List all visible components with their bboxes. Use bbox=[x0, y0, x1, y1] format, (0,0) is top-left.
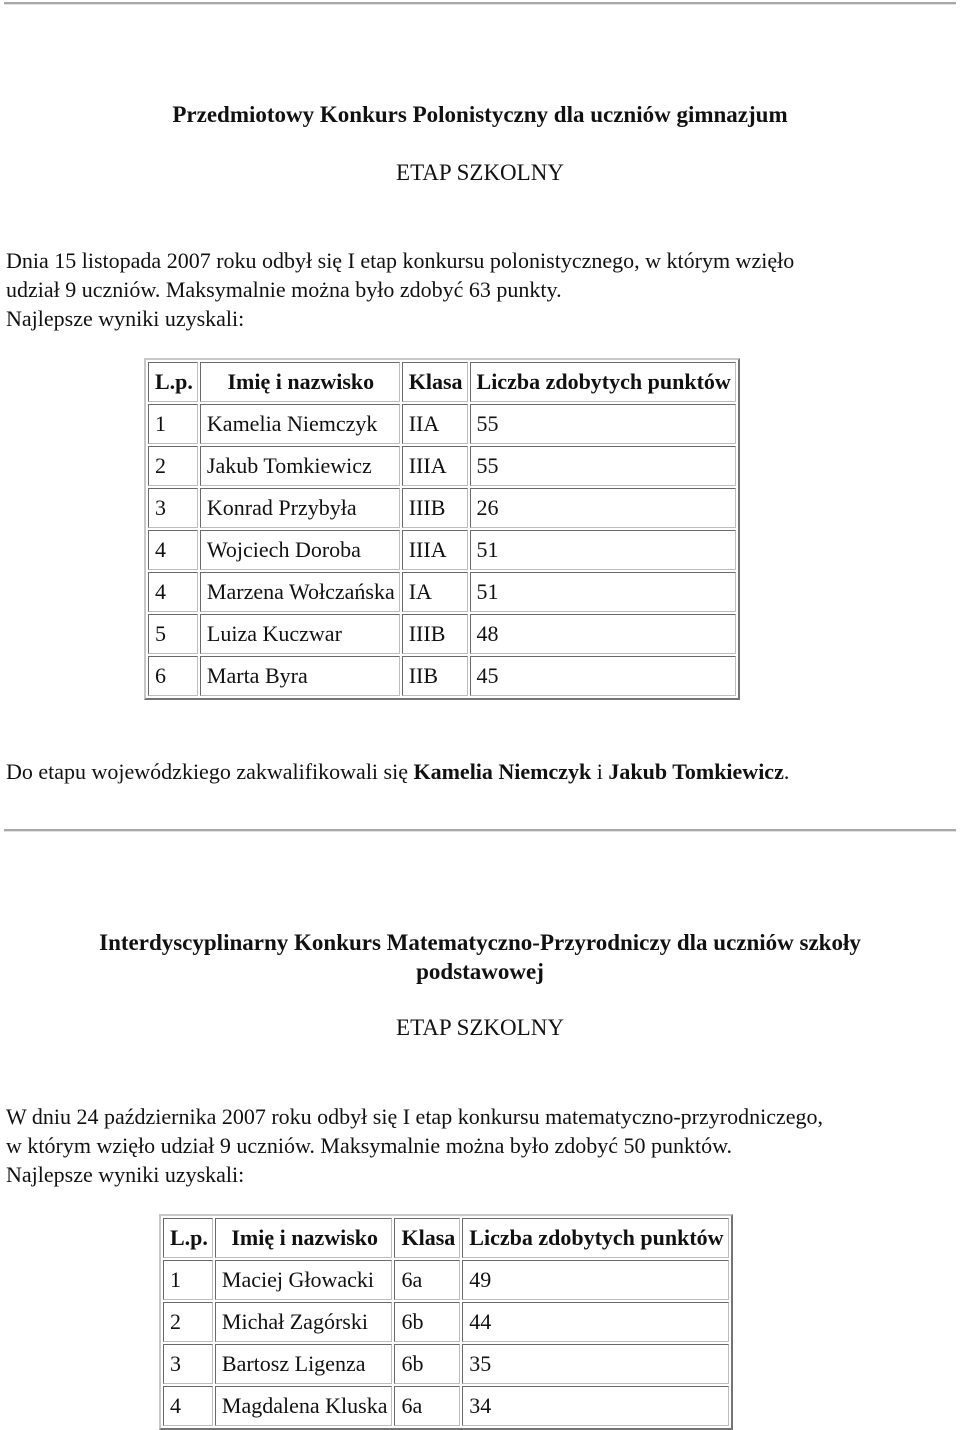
cell-name: Marzena Wołczańska bbox=[200, 572, 400, 612]
cell-lp: 3 bbox=[163, 1344, 213, 1384]
section2-title bbox=[0, 928, 960, 986]
header-points: Liczba zdobytych punktów bbox=[462, 1218, 728, 1258]
table-row bbox=[148, 488, 736, 528]
cell-class: IIIB bbox=[402, 614, 468, 654]
section2-results-table bbox=[159, 1214, 733, 1430]
cell-class: 6b bbox=[394, 1344, 460, 1384]
cell-class: 6a bbox=[394, 1386, 460, 1426]
table-row bbox=[148, 656, 736, 696]
table-row bbox=[163, 1260, 729, 1300]
qualified-student-2: Jakub Tomkiewicz bbox=[608, 759, 784, 784]
table-header-row bbox=[163, 1218, 729, 1258]
cell-class: 6a bbox=[394, 1260, 460, 1300]
section-divider bbox=[4, 829, 956, 832]
table-row bbox=[163, 1386, 729, 1426]
cell-points: 44 bbox=[462, 1302, 728, 1342]
cell-lp: 1 bbox=[148, 404, 198, 444]
cell-points: 26 bbox=[470, 488, 736, 528]
section2-intro-line2: w którym wzięło udział 9 uczniów. Maksymalnie można było zdobyć 50 punktów. bbox=[6, 1133, 733, 1158]
cell-lp: 3 bbox=[148, 488, 198, 528]
table-row bbox=[163, 1302, 729, 1342]
qualified-student-1: Kamelia Niemczyk bbox=[413, 759, 592, 784]
cell-points: 35 bbox=[462, 1344, 728, 1384]
header-points: Liczba zdobytych punktów bbox=[470, 362, 736, 402]
summary-period: . bbox=[783, 759, 790, 784]
cell-class: IA bbox=[402, 572, 468, 612]
cell-class: IIIA bbox=[402, 530, 468, 570]
summary-conjunction: i bbox=[591, 759, 609, 784]
cell-name: Maciej Głowacki bbox=[215, 1260, 393, 1300]
section1-intro-line1: Dnia 15 listopada 2007 roku odbył się I etap konkursu polonistycznego, w którym wzięło bbox=[6, 248, 795, 273]
header-name: Imię i nazwisko bbox=[200, 362, 400, 402]
cell-class: IIIA bbox=[402, 446, 468, 486]
cell-name: Wojciech Doroba bbox=[200, 530, 400, 570]
cell-points: 34 bbox=[462, 1386, 728, 1426]
cell-points: 45 bbox=[470, 656, 736, 696]
cell-lp: 2 bbox=[163, 1302, 213, 1342]
cell-lp: 4 bbox=[148, 530, 198, 570]
cell-lp: 1 bbox=[163, 1260, 213, 1300]
section2-title-line2: podstawowej bbox=[416, 959, 544, 984]
summary-text: Do etapu wojewódzkiego zakwalifikowali się bbox=[6, 759, 414, 784]
header-lp: L.p. bbox=[163, 1218, 213, 1258]
cell-class: 6b bbox=[394, 1302, 460, 1342]
cell-name: Marta Byra bbox=[200, 656, 400, 696]
cell-name: Michał Zagórski bbox=[215, 1302, 393, 1342]
table-header-row bbox=[148, 362, 736, 402]
table-row bbox=[148, 572, 736, 612]
table-row bbox=[148, 404, 736, 444]
cell-points: 51 bbox=[470, 572, 736, 612]
section2-intro-line3: Najlepsze wyniki uzyskali: bbox=[6, 1162, 245, 1187]
table-row bbox=[148, 446, 736, 486]
cell-name: Magdalena Kluska bbox=[215, 1386, 393, 1426]
top-divider bbox=[4, 2, 956, 5]
header-class: Klasa bbox=[402, 362, 468, 402]
cell-lp: 4 bbox=[163, 1386, 213, 1426]
cell-points: 49 bbox=[462, 1260, 728, 1300]
cell-name: Luiza Kuczwar bbox=[200, 614, 400, 654]
cell-lp: 2 bbox=[148, 446, 198, 486]
cell-class: IIA bbox=[402, 404, 468, 444]
section1-summary bbox=[6, 757, 954, 786]
cell-class: IIB bbox=[402, 656, 468, 696]
header-lp: L.p. bbox=[148, 362, 198, 402]
cell-lp: 6 bbox=[148, 656, 198, 696]
section1-title: Przedmiotowy Konkurs Polonistyczny dla uczniów gimnazjum bbox=[172, 102, 788, 127]
header-name: Imię i nazwisko bbox=[215, 1218, 393, 1258]
section2-intro-line1: W dniu 24 października 2007 roku odbył się I etap konkursu matematyczno-przyrodniczego, bbox=[6, 1104, 824, 1129]
cell-lp: 5 bbox=[148, 614, 198, 654]
section2-title-line1: Interdyscyplinarny Konkurs Matematyczno-Przyrodniczy dla uczniów szkoły bbox=[99, 930, 861, 955]
table-row bbox=[148, 614, 736, 654]
cell-points: 55 bbox=[470, 404, 736, 444]
section1-results-table bbox=[144, 358, 740, 700]
section1-intro-line3: Najlepsze wyniki uzyskali: bbox=[6, 306, 245, 331]
cell-name: Kamelia Niemczyk bbox=[200, 404, 400, 444]
header-class: Klasa bbox=[394, 1218, 460, 1258]
section2-etap: ETAP SZKOLNY bbox=[396, 1015, 564, 1040]
table-row bbox=[163, 1344, 729, 1384]
table-row bbox=[148, 530, 736, 570]
cell-points: 51 bbox=[470, 530, 736, 570]
cell-lp: 4 bbox=[148, 572, 198, 612]
section1-intro-line2: udział 9 uczniów. Maksymalnie można było zdobyć 63 punkty. bbox=[6, 277, 562, 302]
section1-intro bbox=[6, 246, 954, 333]
section2-intro bbox=[6, 1102, 954, 1189]
cell-points: 55 bbox=[470, 446, 736, 486]
section1-etap: ETAP SZKOLNY bbox=[396, 160, 564, 185]
cell-points: 48 bbox=[470, 614, 736, 654]
cell-name: Jakub Tomkiewicz bbox=[200, 446, 400, 486]
cell-class: IIIB bbox=[402, 488, 468, 528]
cell-name: Bartosz Ligenza bbox=[215, 1344, 393, 1384]
cell-name: Konrad Przybyła bbox=[200, 488, 400, 528]
